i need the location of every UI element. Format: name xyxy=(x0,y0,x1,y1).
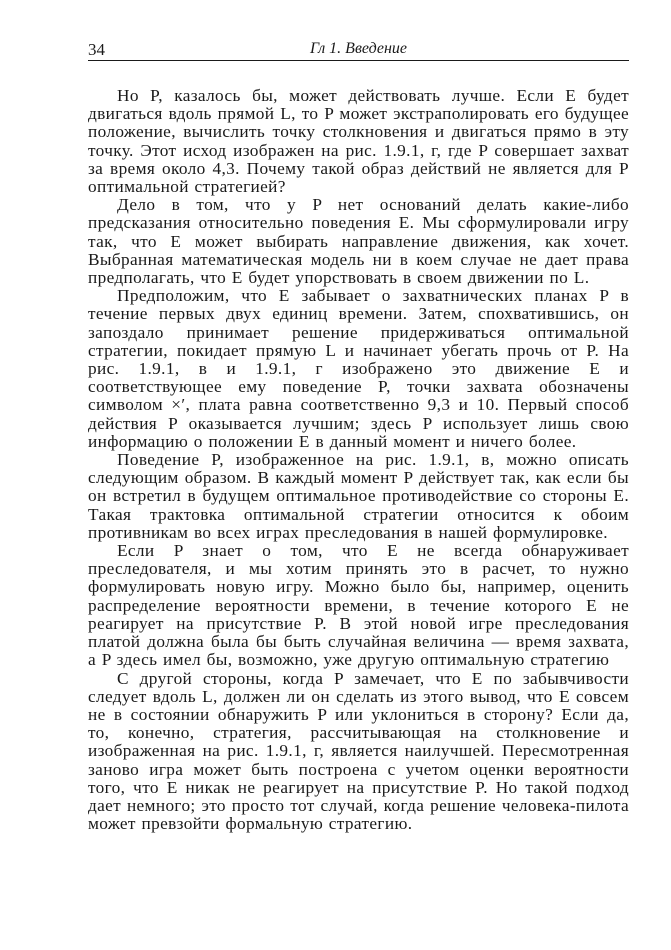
paragraph: Дело в том, что у P нет оснований делать какие-либо предсказания относительно поведения E. Мы сформулировали игру так, что E может выбирать направление движения, как хочет. Выбранная математическая модель ни в коем случае не дает права предполагать, что E будет упорствовать в своем движении по L. xyxy=(88,195,629,288)
page-header xyxy=(88,38,629,61)
paragraph: Но P, казалось бы, может действовать лучше. Если E будет двигаться вдоль прямой L, то P может экстраполировать его будущее положение, вычислить точку столкновения и двигаться прямо в эту точку. Этот исход изображен на рис. 1.9.1, г, где P совершает захват за время около 4,3. Почему такой образ действий не является для P оптимальной стратегией? xyxy=(88,86,629,197)
running-head: Гл 1. Введение xyxy=(309,40,408,57)
paragraph: Предположим, что E забывает о захватнических планах P в течение первых двух единиц времени. Затем, спохватившись, он запоздало принимает решение придерживаться оптимальной стратегии, покидает прямую L и начинает убегать прочь от P. На рис. 1.9.1, в и 1.9.1, г изображено это движение E и соответствующее ему поведение P, точки захвата обозначены символом ×′, плата равна соответственно 9,3 и 10. Первый способ действия P оказывается лучшим; здесь P использует лишь свою информацию о положении E в данный момент и ничего более. xyxy=(88,286,629,451)
paragraph: Если P знает о том, что E не всегда обнаруживает преследователя, и мы хотим принять это в расчет, то нужно формулировать новую игру. Можно было бы, например, оценить распределение вероятности времени, в течение которого E не реагирует на присутствие P. В этой новой игре преследования платой должна была бы быть случайная величина — время захвата, а P здесь имел бы, возможно, уже другую оптимальную стратегию xyxy=(88,541,629,670)
body-text xyxy=(88,87,629,833)
book-page xyxy=(88,38,629,833)
paragraph: С другой стороны, когда P замечает, что E по забывчивости следует вдоль L, должен ли он сделать из этого вывод, что E совсем не в состоянии обнаружить P или уклониться в сторону? Если да, то, конечно, стратегия, рассчитывающая на столкновение и изображенная на рис. 1.9.1, г, является наилучшей. Пересмотренная заново игра может быть построена с учетом оценки вероятности того, что E никак не реагирует на присутствие P. Но такой подход дает немного; это просто тот случай, когда решение человека-пилота может превзойти формальную стратегию. xyxy=(88,668,629,834)
page-number: 34 xyxy=(88,40,105,59)
paragraph: Поведение P, изображенное на рис. 1.9.1, в, можно описать следующим образом. В каждый момент P действует так, как если бы он встретил в будущем оптимальное противодействие со стороны E. Такая трактовка оптимальной стратегии относится к обоим противникам во всех играх преследования в нашей формулировке. xyxy=(88,450,629,542)
